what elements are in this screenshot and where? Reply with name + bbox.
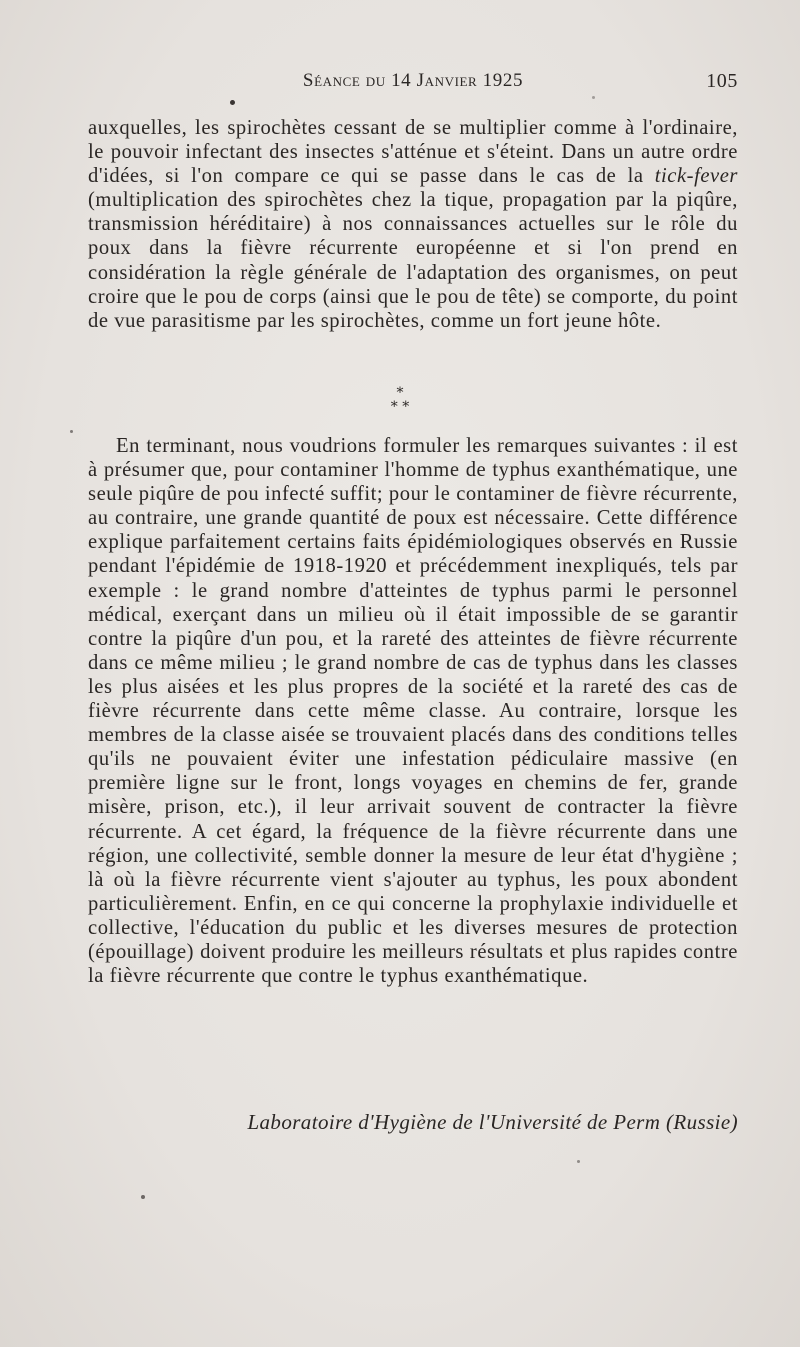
asterism-top: * — [396, 385, 404, 401]
section-asterism — [380, 386, 420, 414]
asterism-bottom: * * — [390, 399, 410, 415]
paragraph-1-text-b: (multiplication des spirochètes chez la tique, propagation par la piqûre, transmission héréditaire) à nos connaissances actuelles sur le rôle du poux dans la fièvre récurrente européenne et si l'on prend en considération la règle générale de l'adaptation des organismes, on peut croire que le pou de corps (ainsi que le pou de tête) se comporte, du point de vue parasitisme par les spirochètes, comme un fort jeune hôte. — [88, 189, 738, 332]
affiliation-signature: Laboratoire d'Hygiène de l'Université de Perm (Russie) — [247, 1110, 738, 1134]
print-speck — [70, 430, 73, 433]
print-speck — [230, 100, 235, 105]
paragraph-1-italic-term: tick-fever — [654, 165, 738, 188]
print-speck — [592, 96, 595, 99]
print-speck — [141, 1195, 145, 1199]
print-speck — [577, 1160, 580, 1163]
running-title: Séance du 14 Janvier 1925 — [302, 70, 524, 91]
paragraph-2: En terminant, nous voudrions formuler les remarques suivantes : il est à présumer que, pour contaminer l'homme de typhus exanthématique, une seule piqûre de pou infecté suffit; pour le contaminer de fièvre récurrente, au contraire, une grande quantité de poux est nécessaire. Cette différence explique parfaitement certains faits épidémiologiques observés en Russie pendant l'épidémie de 1918-1920 et précédemment inexpliqués, tels par exemple : le grand nombre d'atteintes de typhus parmi le personnel médical, exerçant dans un milieu où il était impossible de se garantir contre la piqûre d'un pou, et la rareté des atteintes de fièvre récurrente dans ce même milieu ; le grand nombre de cas de typhus dans les classes les plus aisées et les plus propres de la société et la rareté des cas de fièvre récurrente dans cette même classe. Au contraire, lorsque les membres de la classe aisée se trouvaient placés dans des conditions telles qu'ils ne pouvaient éviter une infestation pédiculaire massive (en première ligne sur le front, longs voyages en chemins de fer, grande misère, prison, etc.), il leur arrivait souvent de contracter la fièvre récurrente. A cet égard, la fréquence de la fièvre récurrente dans une région, une collectivité, semble donner la mesure de leur état d'hygiène ; là où la fièvre récurrente vient s'ajouter au typhus, les poux abondent particulièrement. Enfin, en ce qui concerne la prophylaxie individuelle et collective, l'éducation du public et les diverses mesures de protection (épouillage) doivent produire les meilleurs résultats et plus rapides contre la fièvre récurrente que contre le typhus exanthématique. — [88, 435, 738, 988]
paragraph-1 — [88, 116, 738, 333]
paragraph-1-text-a: auxquelles, les spirochètes cessant de se multiplier comme à l'ordinaire, le pouvoir infectant des insectes s'atténue et s'éteint. Dans un autre ordre d'idées, si l'on compare ce qui se passe dans le cas de la — [88, 117, 738, 188]
page-number: 105 — [706, 70, 738, 92]
page-header — [88, 70, 738, 100]
